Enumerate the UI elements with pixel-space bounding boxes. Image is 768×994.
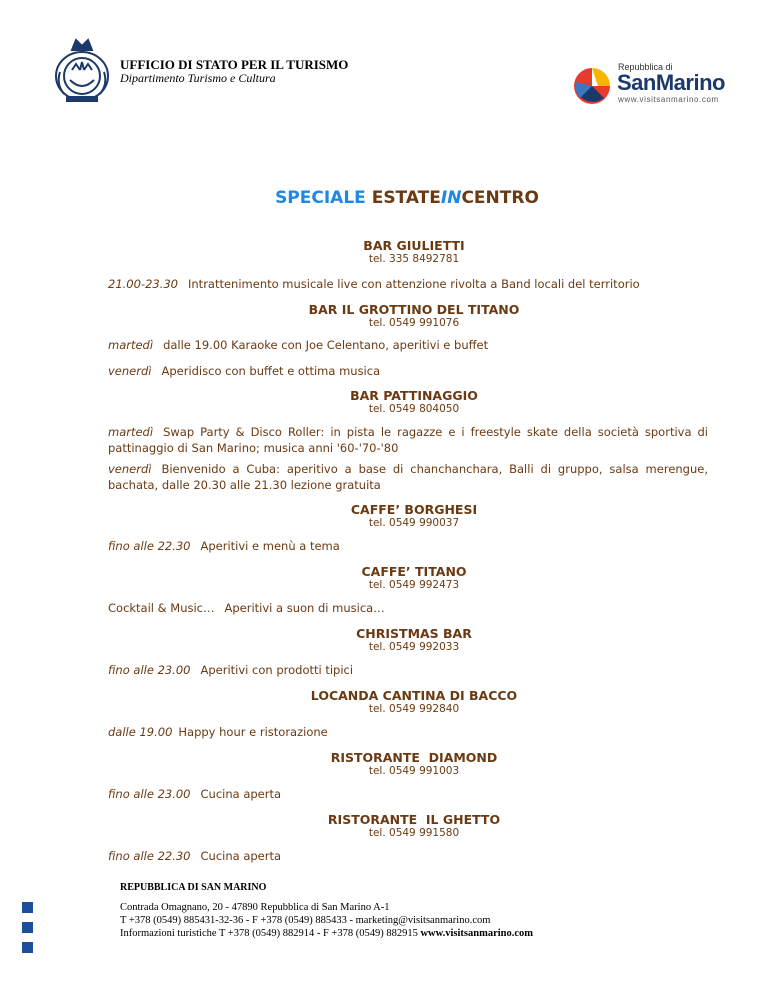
venue-name: CAFFE’ BORGHESI <box>350 502 478 517</box>
venue-tel: tel. 0549 992840 <box>368 703 460 715</box>
venue-event <box>108 786 708 802</box>
event-when: venerdì <box>108 462 152 476</box>
san-marino-coat-of-arms-icon <box>50 36 114 108</box>
event-when: fino alle 22.30 <box>108 849 191 863</box>
venue-tel: tel. 0549 991003 <box>368 765 460 777</box>
footer-info <box>120 928 533 939</box>
title-part-estate: ESTATE <box>371 188 441 208</box>
venue-event <box>108 538 708 554</box>
event-description: Happy hour e ristorazione <box>178 725 328 739</box>
logo-wordmark: SanMarino <box>617 70 725 95</box>
event-description: Swap Party & Disco Roller: in pista le ragazze e i freestyle skate della società sportiva di pattinaggio di San Marino; musica anni '60-'70-'80 <box>108 425 708 455</box>
venue-tel: tel. 335 8492781 <box>368 253 460 265</box>
venue-tel: tel. 0549 804050 <box>368 403 460 415</box>
event-description: Cucina aperta <box>200 787 282 801</box>
department-subtitle: Dipartimento Turismo e Cultura <box>120 71 276 85</box>
venue-event <box>108 424 708 456</box>
event-when: fino alle 22.30 <box>108 539 191 553</box>
footer-address: Contrada Omagnano, 20 - 47890 Repubblica di San Marino A-1 <box>120 902 390 913</box>
footer-info-text: Informazioni turistiche T +378 (0549) 882914 - F +378 (0549) 882915 <box>120 928 421 939</box>
footer-square-icon <box>22 902 33 913</box>
event-description: Bienvenido a Cuba: aperitivo a base di chanchanchara, Balli di gruppo, salsa merengue, bachata, dalle 20.30 alle 21.30 lezione gratuita <box>108 462 708 492</box>
venue-tel: tel. 0549 992033 <box>368 641 460 653</box>
venue-event <box>108 461 708 493</box>
footer-square-icon <box>22 922 33 933</box>
venue-event <box>108 600 708 616</box>
venue-name: BAR IL GROTTINO DEL TITANO <box>308 302 520 317</box>
venue-tel: tel. 0549 992473 <box>368 579 460 591</box>
event-when: venerdì <box>108 364 152 378</box>
logo-url: www.visitsanmarino.com <box>618 95 719 104</box>
footer-title: REPUBBLICA DI SAN MARINO <box>120 882 267 893</box>
footer-contacts: T +378 (0549) 885431-32-36 - F +378 (0549) 885433 - marketing@visitsanmarino.com <box>120 915 491 926</box>
event-description: Aperitivi con prodotti tipici <box>200 663 354 677</box>
footer-square-icon <box>22 942 33 953</box>
san-marino-logo-swirl-icon <box>568 64 616 106</box>
event-description: Aperitivi e menù a tema <box>200 539 340 553</box>
venue-name: CAFFE’ TITANO <box>361 564 467 579</box>
venue-tel: tel. 0549 990037 <box>368 517 460 529</box>
venue-name: RISTORANTE IL GHETTO <box>327 812 501 827</box>
event-when: martedì <box>108 338 154 352</box>
event-description: Aperidisco con buffet e ottima musica <box>161 364 381 378</box>
event-description: Aperitivi a suon di musica… <box>224 601 385 615</box>
venue-event <box>108 848 708 864</box>
footer-website-link[interactable]: www.visitsanmarino.com <box>420 928 534 939</box>
venue-event <box>108 363 708 379</box>
title-part-centro: CENTRO <box>461 188 539 208</box>
venue-event <box>108 276 708 292</box>
event-when: dalle 19.00 <box>108 725 173 739</box>
event-when: martedì <box>108 425 154 439</box>
page-title <box>0 188 768 208</box>
venue-event <box>108 662 708 678</box>
venue-tel: tel. 0549 991580 <box>368 827 460 839</box>
event-when: fino alle 23.00 <box>108 663 191 677</box>
venue-name: LOCANDA CANTINA DI BACCO <box>310 688 518 703</box>
venue-event <box>108 337 708 353</box>
venue-name: BAR PATTINAGGIO <box>350 388 478 403</box>
event-description: Cucina aperta <box>200 849 282 863</box>
venue-name: CHRISTMAS BAR <box>356 626 472 641</box>
event-description: Intrattenimento musicale live con attenzione rivolta a Band locali del territorio <box>188 277 640 291</box>
venue-name: RISTORANTE DIAMOND <box>330 750 498 765</box>
event-when: Cocktail & Music… <box>108 601 215 615</box>
venue-event <box>108 724 708 740</box>
title-part-in: IN <box>440 188 462 208</box>
venue-name: BAR GIULIETTI <box>363 238 465 253</box>
event-when: fino alle 23.00 <box>108 787 191 801</box>
title-part-speciale: SPECIALE <box>275 188 372 208</box>
venue-tel: tel. 0549 991076 <box>368 317 460 329</box>
logo-small-text: Repubblica di <box>618 62 673 72</box>
event-description: dalle 19.00 Karaoke con Joe Celentano, aperitivi e buffet <box>163 338 489 352</box>
event-when: 21.00-23.30 <box>108 277 178 291</box>
office-title: UFFICIO DI STATO PER IL TURISMO <box>120 57 349 72</box>
